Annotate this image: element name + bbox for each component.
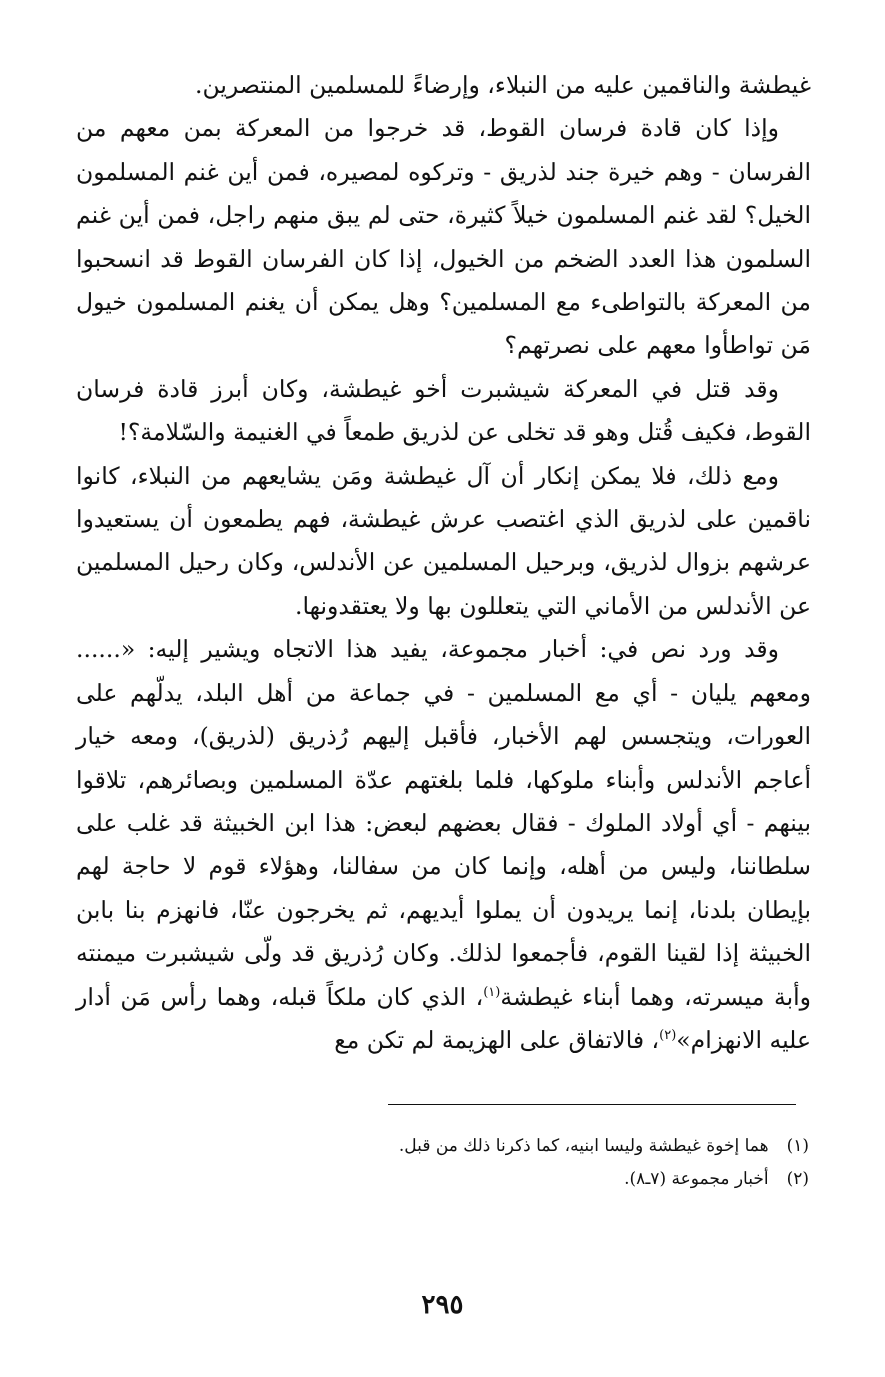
footnote-2-number: (٢) bbox=[786, 1169, 809, 1189]
footnote-1 bbox=[76, 1130, 809, 1163]
paragraph-5 bbox=[76, 628, 811, 1062]
footnote-ref-1[interactable]: (١) bbox=[483, 984, 501, 1000]
footnotes bbox=[76, 1130, 809, 1196]
footnote-divider bbox=[388, 1104, 796, 1105]
footnote-2 bbox=[76, 1163, 809, 1196]
paragraph-5-text: وقد ورد نص في: أخبار مجموعة، يفيد هذا الاتجاه ويشير إليه: «...... ومعهم يليان - أي مع المسلمين - في جماعة من أهل البلد، يدلّهم على العورات، ويتجسس لهم الأخبار، فأقبل إليهم رُذريق (لذريق)، ومعه خيار أعاجم الأندلس وأبناء ملوكها، فلما بلغتهم عدّة المسلمين وبصائرهم، تلاقوا بينهم - أي أولاد الملوك - فقال بعضهم لبعض: هذا ابن الخبيثة قد غلب على سلطاننا، وليس من أهله، وإنما كان من سفالنا، وهؤلاء قوم لا حاجة لهم بإيطان بلدنا، إنما يريدون أن يملوا أيديهم، ثم يخرجون عنّا، فانهزم بنا بابن الخبيثة إذا لقينا القوم، فأجمعوا لذلك. وكان رُذريق قد ولّى شيشبرت ميمنته وأبة ميسرته، وهما أبناء غيطشة bbox=[76, 635, 811, 1011]
page-number: ٢٩٥ bbox=[421, 1290, 464, 1320]
footnote-1-text: هما إخوة غيطشة وليسا ابنيه، كما ذكرنا ذلك من قبل. bbox=[398, 1136, 769, 1156]
footnote-2-text: أخبار مجموعة (٧ـ٨). bbox=[624, 1169, 769, 1189]
paragraph-2: وإذا كان قادة فرسان القوط، قد خرجوا من المعركة بمن معهم من الفرسان - وهم خيرة جند لذريق - وتركوه لمصيره، فمن أين غنم المسلمون الخيل؟ لقد غنم المسلمون خيلاً كثيرة، حتى لم يبق منهم راجل، فمن أين غنم السلمون هذا العدد الضخم من الخيول، إذا كان الفرسان القوط قد انسحبوا من المعركة بالتواطىء مع المسلمين؟ وهل يمكن أن يغنم المسلمون خيول مَن تواطأوا معهم على نصرتهم؟ bbox=[76, 114, 811, 360]
paragraph-5-text-3: ، فالاتفاق على الهزيمة لم تكن مع bbox=[334, 1025, 660, 1054]
main-text bbox=[76, 64, 811, 1062]
footnote-ref-2[interactable]: (٢) bbox=[659, 1028, 677, 1044]
footnote-1-number: (١) bbox=[786, 1136, 809, 1156]
paragraph-1: غيطشة والناقمين عليه من النبلاء، وإرضاءً للمسلمين المنتصرين. bbox=[194, 71, 811, 99]
paragraph-5-text-2: ، الذي كان ملكاً قبله، وهما رأس مَن أدار عليه الانهزام» bbox=[76, 982, 811, 1054]
paragraph-3: وقد قتل في المعركة شيشبرت أخو غيطشة، وكان أبرز قادة فرسان القوط، فكيف قُتل وهو قد تخلى عن لذريق طمعاً في الغنيمة والسّلامة؟! bbox=[76, 374, 811, 447]
paragraph-4: ومع ذلك، فلا يمكن إنكار أن آل غيطشة ومَن يشايعهم من النبلاء، كانوا ناقمين على لذريق الذي اغتصب عرش غيطشة، فهم يطمعون أن يستعيدوا عرشهم بزوال لذريق، وبرحيل المسلمين عن الأندلس، وكان رحيل المسلمين عن الأندلس من الأماني التي يتعللون بها ولا يعتقدونها. bbox=[76, 461, 811, 620]
